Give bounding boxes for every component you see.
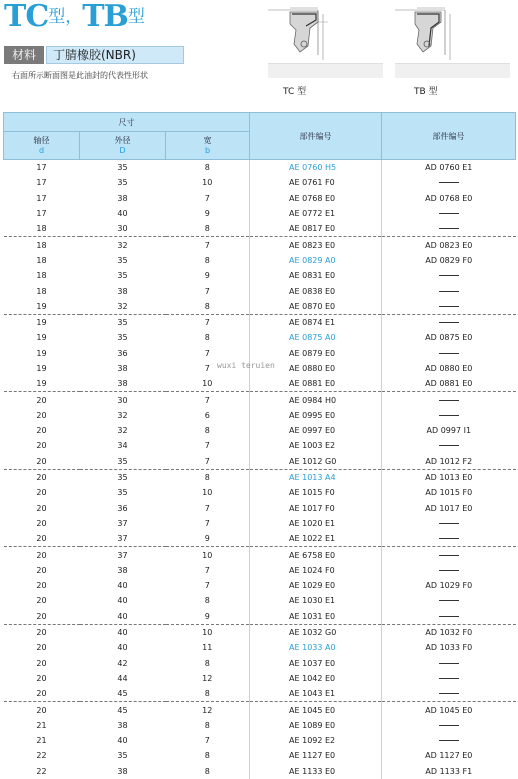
part-number-tc-cell: AE 1013 A4 bbox=[250, 469, 382, 485]
part-number-tb-cell bbox=[382, 268, 516, 283]
table-row bbox=[4, 563, 516, 578]
part-number-tc-cell: AE 1017 F0 bbox=[250, 501, 382, 516]
part-number-tc-cell: AE 0831 E0 bbox=[250, 268, 382, 283]
seal-size-table bbox=[3, 112, 516, 779]
material-label: 材料 bbox=[4, 46, 44, 64]
part-number-tb-cell: AD 0768 E0 bbox=[382, 191, 516, 206]
outer-diameter-cell: 35 bbox=[117, 488, 128, 498]
part-number-tb-cell bbox=[382, 408, 516, 423]
table-row bbox=[4, 624, 516, 640]
outer-diameter-cell: 38 bbox=[117, 565, 128, 575]
part-number-tc-cell: AE 1029 E0 bbox=[250, 578, 382, 593]
no-part-dash bbox=[439, 228, 459, 229]
part-number-tb-cell: AD 0829 F0 bbox=[382, 253, 516, 268]
shaft-diameter-cell: 20 bbox=[36, 395, 47, 405]
table-row bbox=[4, 175, 516, 190]
part-number-tb-cell: AD 1015 F0 bbox=[382, 485, 516, 500]
part-number-tb-cell bbox=[382, 547, 516, 563]
outer-diameter-cell: 35 bbox=[117, 751, 128, 761]
shaft-diameter-cell: 22 bbox=[36, 751, 47, 761]
shaft-diameter-cell: 20 bbox=[36, 643, 47, 653]
part-number-tb-cell: AD 0880 E0 bbox=[382, 361, 516, 376]
shaft-diameter-cell: 20 bbox=[36, 596, 47, 606]
width-cell: 7 bbox=[204, 193, 210, 203]
page-title bbox=[4, 2, 145, 32]
part-number-tc-cell: AE 0768 E0 bbox=[250, 191, 382, 206]
shaft-diameter-cell: 20 bbox=[36, 673, 47, 683]
shaft-diameter-cell: 17 bbox=[36, 178, 47, 188]
table-row bbox=[4, 346, 516, 361]
shaft-diameter-cell: 20 bbox=[36, 410, 47, 420]
part-number-tb-cell bbox=[382, 563, 516, 578]
width-cell: 10 bbox=[202, 628, 213, 638]
part-number-tc-cell: AE 1092 E2 bbox=[250, 733, 382, 748]
title-tc-suffix: 型， bbox=[48, 7, 83, 27]
table-row bbox=[4, 640, 516, 655]
width-cell: 12 bbox=[202, 673, 213, 683]
part-number-tb-cell bbox=[382, 314, 516, 330]
part-number-tc-cell: AE 0984 H0 bbox=[250, 392, 382, 408]
shaft-diameter-cell: 19 bbox=[36, 318, 47, 328]
tc-diagram-label: TC 型 bbox=[283, 87, 307, 97]
width-cell: 8 bbox=[204, 658, 210, 668]
table-row bbox=[4, 748, 516, 763]
shaft-diameter-cell: 19 bbox=[36, 348, 47, 358]
width-cell: 9 bbox=[166, 531, 250, 547]
table-row bbox=[4, 268, 516, 283]
width-cell: 8 bbox=[204, 720, 210, 730]
shaft-diameter-cell: 19 bbox=[36, 333, 47, 343]
outer-diameter-cell: 37 bbox=[80, 531, 166, 547]
part-number-tc-cell: AE 1043 E1 bbox=[250, 686, 382, 702]
shaft-diameter-cell: 20 bbox=[36, 518, 47, 528]
part-number-tc-cell: AE 1020 E1 bbox=[250, 516, 382, 531]
outer-diameter-cell: 35 bbox=[117, 318, 128, 328]
outer-diameter-cell: 35 bbox=[117, 473, 128, 483]
outer-diameter-cell: 40 bbox=[117, 596, 128, 606]
width-cell: 8 bbox=[204, 426, 210, 436]
outer-diameter-cell: 44 bbox=[117, 673, 128, 683]
table-row bbox=[4, 547, 516, 563]
shaft-diameter-cell: 20 bbox=[36, 503, 47, 513]
table-row bbox=[4, 609, 516, 625]
no-part-dash bbox=[439, 523, 459, 524]
table-row bbox=[4, 408, 516, 423]
part-number-tc-cell: AE 1030 E1 bbox=[250, 593, 382, 608]
table-row bbox=[4, 718, 516, 733]
part-number-tc-cell: AE 0817 E0 bbox=[250, 221, 382, 237]
table-row bbox=[4, 423, 516, 438]
part-number-tc-cell: AE 0875 A0 bbox=[250, 330, 382, 345]
no-part-dash bbox=[439, 538, 459, 539]
part-number-tc-cell: AE 1012 G0 bbox=[250, 454, 382, 470]
width-cell: 6 bbox=[204, 410, 210, 420]
shaft-diameter-cell: 20 bbox=[4, 686, 80, 702]
part-number-tb-cell bbox=[382, 392, 516, 408]
width-cell: 7 bbox=[204, 736, 210, 746]
part-number-tb-cell: AD 1017 E0 bbox=[382, 501, 516, 516]
shaft-diameter-cell: 19 bbox=[4, 299, 80, 315]
outer-diameter-cell: 38 bbox=[117, 193, 128, 203]
width-cell: 8 bbox=[204, 163, 210, 173]
width-cell: 8 bbox=[166, 299, 250, 315]
outer-diameter-cell: 40 bbox=[117, 581, 128, 591]
part-number-tb-cell bbox=[382, 686, 516, 702]
part-number-tb-cell bbox=[382, 206, 516, 221]
title-tb-suffix: 型 bbox=[127, 7, 145, 27]
outer-diameter-cell: 45 bbox=[117, 705, 128, 715]
part-number-tc-cell: AE 0838 E0 bbox=[250, 283, 382, 298]
part-number-tc-cell: AE 1037 E0 bbox=[250, 656, 382, 671]
table-row bbox=[4, 516, 516, 531]
no-part-dash bbox=[439, 322, 459, 323]
part-number-tc-cell: AE 1032 G0 bbox=[250, 624, 382, 640]
shaft-diameter-cell: 20 bbox=[4, 609, 80, 625]
outer-diameter-cell: 36 bbox=[117, 503, 128, 513]
shaft-diameter-cell: 18 bbox=[36, 240, 47, 250]
width-cell: 9 bbox=[204, 271, 210, 281]
part-number-tb-cell: AD 1013 E0 bbox=[382, 469, 516, 485]
part-number-tb-cell bbox=[382, 593, 516, 608]
no-part-dash bbox=[439, 725, 459, 726]
outer-diameter-cell: 35 bbox=[117, 163, 128, 173]
shaft-diameter-cell: 20 bbox=[36, 488, 47, 498]
part-number-tb-cell: AD 0760 E1 bbox=[382, 160, 516, 176]
outer-diameter-cell: 30 bbox=[117, 395, 128, 405]
shaft-diameter-cell: 22 bbox=[36, 766, 47, 776]
part-number-tb-cell: AD 1133 F1 bbox=[382, 764, 516, 779]
no-part-dash bbox=[439, 415, 459, 416]
width-header: 宽 b bbox=[166, 132, 250, 160]
shaft-diameter-cell: 20 bbox=[36, 581, 47, 591]
part-number-tb-cell bbox=[382, 516, 516, 531]
table-row bbox=[4, 191, 516, 206]
width-cell: 7 bbox=[166, 454, 250, 470]
table-row bbox=[4, 469, 516, 485]
no-part-dash bbox=[439, 182, 459, 183]
part-number-tb-cell: AD 1012 F2 bbox=[382, 454, 516, 470]
shaft-diameter-cell: 20 bbox=[36, 426, 47, 436]
part-number-tb-cell bbox=[382, 299, 516, 315]
width-cell: 7 bbox=[204, 395, 210, 405]
no-part-dash bbox=[439, 306, 459, 307]
part-number-tc-cell: AE 1045 E0 bbox=[250, 702, 382, 718]
part-number-tb-cell: AD 1127 E0 bbox=[382, 748, 516, 763]
part-number-tb-cell: AD 1029 F0 bbox=[382, 578, 516, 593]
table-row bbox=[4, 454, 516, 470]
outer-diameter-cell: 32 bbox=[80, 299, 166, 315]
width-cell: 8 bbox=[204, 766, 210, 776]
table-row bbox=[4, 283, 516, 298]
shaft-diameter-cell: 19 bbox=[36, 364, 47, 373]
outer-diameter-cell: 37 bbox=[117, 550, 128, 560]
outer-diameter-header: 外径 D bbox=[80, 132, 166, 160]
width-cell: 7 bbox=[204, 318, 210, 328]
shaft-diameter-cell: 18 bbox=[36, 286, 47, 296]
width-cell: 10 bbox=[202, 550, 213, 560]
table-row bbox=[4, 314, 516, 330]
part-number-tc-cell: AE 0997 E0 bbox=[250, 423, 382, 438]
outer-diameter-cell: 32 bbox=[117, 410, 128, 420]
outer-diameter-cell: 42 bbox=[117, 658, 128, 668]
part-number-tc-cell: AE 1089 E0 bbox=[250, 718, 382, 733]
part-number-tc-cell: AE 0874 E1 bbox=[250, 314, 382, 330]
table-row bbox=[4, 593, 516, 608]
outer-diameter-cell: 34 bbox=[117, 441, 128, 451]
table-row bbox=[4, 376, 516, 392]
shaft-diameter-cell: 18 bbox=[36, 255, 47, 265]
width-cell: 7 bbox=[204, 503, 210, 513]
width-cell: 7 bbox=[204, 286, 210, 296]
width-cell: 10 bbox=[202, 178, 213, 188]
shaft-diameter-cell: 20 bbox=[4, 454, 80, 470]
part-number-tb-cell bbox=[382, 609, 516, 625]
outer-diameter-cell: 38 bbox=[117, 720, 128, 730]
part-number-header-2: 部件编号 bbox=[382, 113, 516, 160]
shaft-diameter-cell: 20 bbox=[36, 473, 47, 483]
part-number-tc-cell: AE 0760 H5 bbox=[250, 160, 382, 176]
shaft-diameter-cell: 17 bbox=[36, 193, 47, 203]
part-number-tb-cell bbox=[382, 656, 516, 671]
shaft-diameter-cell: 18 bbox=[36, 271, 47, 281]
no-part-dash bbox=[439, 555, 459, 556]
table-row bbox=[4, 237, 516, 253]
table-row bbox=[4, 501, 516, 516]
watermark-text: wuxi teruien bbox=[217, 361, 275, 370]
width-cell: 8 bbox=[204, 473, 210, 483]
part-number-tb-cell bbox=[382, 175, 516, 190]
outer-diameter-cell: 35 bbox=[117, 271, 128, 281]
width-cell: 7 bbox=[204, 364, 210, 373]
table-row bbox=[4, 531, 516, 547]
no-part-dash bbox=[439, 740, 459, 741]
shaft-diameter-header: 轴径 d bbox=[4, 132, 80, 160]
table-row bbox=[4, 656, 516, 671]
shaft-diameter-cell: 17 bbox=[36, 209, 47, 219]
no-part-dash bbox=[439, 353, 459, 354]
no-part-dash bbox=[439, 600, 459, 601]
outer-diameter-cell: 40 bbox=[117, 628, 128, 638]
part-number-tc-cell: AE 1033 A0 bbox=[250, 640, 382, 655]
no-part-dash bbox=[439, 616, 459, 617]
no-part-dash bbox=[439, 570, 459, 571]
size-header: 尺寸 bbox=[4, 113, 250, 132]
shaft-diameter-cell: 20 bbox=[36, 550, 47, 560]
part-number-tc-cell: AE 0772 E1 bbox=[250, 206, 382, 221]
outer-diameter-cell: 32 bbox=[117, 240, 128, 250]
outer-diameter-cell: 38 bbox=[117, 286, 128, 296]
shaft-diameter-cell: 18 bbox=[4, 221, 80, 237]
part-number-header-1: 部件编号 bbox=[250, 113, 382, 160]
shaft-diameter-cell: 20 bbox=[36, 565, 47, 575]
no-part-dash bbox=[439, 213, 459, 214]
part-number-tc-cell: AE 0995 E0 bbox=[250, 408, 382, 423]
outer-diameter-cell: 36 bbox=[117, 348, 128, 358]
title-tb: TB bbox=[82, 0, 128, 34]
table-row bbox=[4, 330, 516, 345]
part-number-tb-cell: AD 0823 E0 bbox=[382, 237, 516, 253]
part-number-tc-cell: AE 1042 E0 bbox=[250, 671, 382, 686]
table-row bbox=[4, 392, 516, 408]
width-cell: 8 bbox=[204, 255, 210, 265]
width-cell: 11 bbox=[202, 643, 213, 653]
part-number-tb-cell: AD 1033 F0 bbox=[382, 640, 516, 655]
part-number-tc-cell: AE 1003 E2 bbox=[250, 438, 382, 453]
width-cell: 7 bbox=[204, 518, 210, 528]
part-number-tb-cell bbox=[382, 221, 516, 237]
outer-diameter-cell: 35 bbox=[117, 255, 128, 265]
part-number-tc-cell: AE 0761 F0 bbox=[250, 175, 382, 190]
material-value: 丁腈橡胶(NBR) bbox=[46, 46, 184, 64]
outer-diameter-cell: 38 bbox=[80, 376, 166, 392]
no-part-dash bbox=[439, 678, 459, 679]
part-number-tc-cell: AE 1127 E0 bbox=[250, 748, 382, 763]
width-cell: 10 bbox=[202, 488, 213, 498]
table-row bbox=[4, 686, 516, 702]
outer-diameter-cell: 30 bbox=[80, 221, 166, 237]
part-number-tc-cell: AE 1022 E1 bbox=[250, 531, 382, 547]
table-row bbox=[4, 485, 516, 500]
outer-diameter-cell: 32 bbox=[117, 426, 128, 436]
part-number-tb-cell: AD 1045 E0 bbox=[382, 702, 516, 718]
title-tc: TC bbox=[4, 0, 49, 34]
width-cell: 7 bbox=[204, 581, 210, 591]
part-number-tb-cell bbox=[382, 438, 516, 453]
part-number-tb-cell: AD 0997 I1 bbox=[382, 423, 516, 438]
part-number-tb-cell: AD 0875 E0 bbox=[382, 330, 516, 345]
part-number-tc-cell: AE 1031 E0 bbox=[250, 609, 382, 625]
shaft-diameter-cell: 19 bbox=[4, 376, 80, 392]
part-number-tb-cell bbox=[382, 671, 516, 686]
no-part-dash bbox=[439, 400, 459, 401]
part-number-tc-cell: AE 6758 E0 bbox=[250, 547, 382, 563]
shaft-diameter-cell: 20 bbox=[36, 705, 47, 715]
part-number-tc-cell: AE 0879 E0 bbox=[250, 346, 382, 361]
part-number-tb-cell: AD 0881 E0 bbox=[382, 376, 516, 392]
shaft-diameter-cell: 20 bbox=[36, 658, 47, 668]
outer-diameter-cell: 40 bbox=[80, 609, 166, 625]
outer-diameter-cell: 35 bbox=[117, 178, 128, 188]
part-number-tb-cell bbox=[382, 531, 516, 547]
part-number-tb-cell bbox=[382, 346, 516, 361]
table-row bbox=[4, 438, 516, 453]
shaft-diameter-cell: 21 bbox=[36, 720, 47, 730]
shaft-diameter-cell: 17 bbox=[36, 163, 47, 173]
tc-cross-section-diagram bbox=[268, 0, 383, 82]
outer-diameter-cell: 35 bbox=[117, 333, 128, 343]
outer-diameter-cell: 35 bbox=[80, 454, 166, 470]
table-row bbox=[4, 253, 516, 268]
shaft-diameter-cell: 20 bbox=[36, 628, 47, 638]
shaft-diameter-cell: 20 bbox=[36, 441, 47, 451]
part-number-tc-cell: AE 0870 E0 bbox=[250, 299, 382, 315]
section-note: 右面所示断面图是此油封的代表性形状 bbox=[12, 71, 148, 80]
part-number-tc-cell: AE 0823 E0 bbox=[250, 237, 382, 253]
part-number-tb-cell bbox=[382, 733, 516, 748]
table-row bbox=[4, 702, 516, 718]
width-cell: 12 bbox=[202, 705, 213, 715]
part-number-tc-cell: AE 1133 E0 bbox=[250, 764, 382, 779]
no-part-dash bbox=[439, 445, 459, 446]
outer-diameter-cell: 40 bbox=[117, 643, 128, 653]
outer-diameter-cell: 38 bbox=[117, 364, 128, 373]
table-row bbox=[4, 733, 516, 748]
outer-diameter-cell: 45 bbox=[80, 686, 166, 702]
part-number-tc-cell: AE 1015 F0 bbox=[250, 485, 382, 500]
table-row bbox=[4, 578, 516, 593]
tb-diagram-label: TB 型 bbox=[414, 87, 438, 97]
width-cell: 8 bbox=[166, 221, 250, 237]
tb-cross-section-diagram bbox=[395, 0, 510, 82]
no-part-dash bbox=[439, 275, 459, 276]
table-row bbox=[4, 160, 516, 176]
part-number-tc-cell: AE 0880 E0 bbox=[250, 361, 382, 376]
part-number-tb-cell: AD 1032 F0 bbox=[382, 624, 516, 640]
width-cell: 8 bbox=[166, 686, 250, 702]
width-cell: 8 bbox=[204, 751, 210, 761]
outer-diameter-cell: 38 bbox=[117, 766, 128, 776]
table-row bbox=[4, 299, 516, 315]
width-cell: 10 bbox=[166, 376, 250, 392]
part-number-tb-cell bbox=[382, 283, 516, 298]
outer-diameter-cell: 40 bbox=[117, 736, 128, 746]
width-cell: 7 bbox=[204, 565, 210, 575]
shaft-diameter-cell: 20 bbox=[4, 531, 80, 547]
no-part-dash bbox=[439, 663, 459, 664]
width-cell: 8 bbox=[204, 333, 210, 343]
shaft-diameter-cell: 21 bbox=[36, 736, 47, 746]
no-part-dash bbox=[439, 291, 459, 292]
table-row bbox=[4, 671, 516, 686]
outer-diameter-cell: 37 bbox=[117, 518, 128, 528]
no-part-dash bbox=[439, 693, 459, 694]
part-number-tc-cell: AE 0829 A0 bbox=[250, 253, 382, 268]
width-cell: 7 bbox=[204, 441, 210, 451]
outer-diameter-cell: 40 bbox=[117, 209, 128, 219]
width-cell: 7 bbox=[204, 240, 210, 250]
table-row bbox=[4, 221, 516, 237]
width-cell: 9 bbox=[204, 209, 210, 219]
table-body bbox=[4, 160, 516, 779]
width-cell: 8 bbox=[204, 596, 210, 606]
part-number-tc-cell: AE 1024 F0 bbox=[250, 563, 382, 578]
width-cell: 7 bbox=[204, 348, 210, 358]
part-number-tb-cell bbox=[382, 718, 516, 733]
part-number-tc-cell: AE 0881 E0 bbox=[250, 376, 382, 392]
table-row bbox=[4, 206, 516, 221]
width-cell: 9 bbox=[166, 609, 250, 625]
